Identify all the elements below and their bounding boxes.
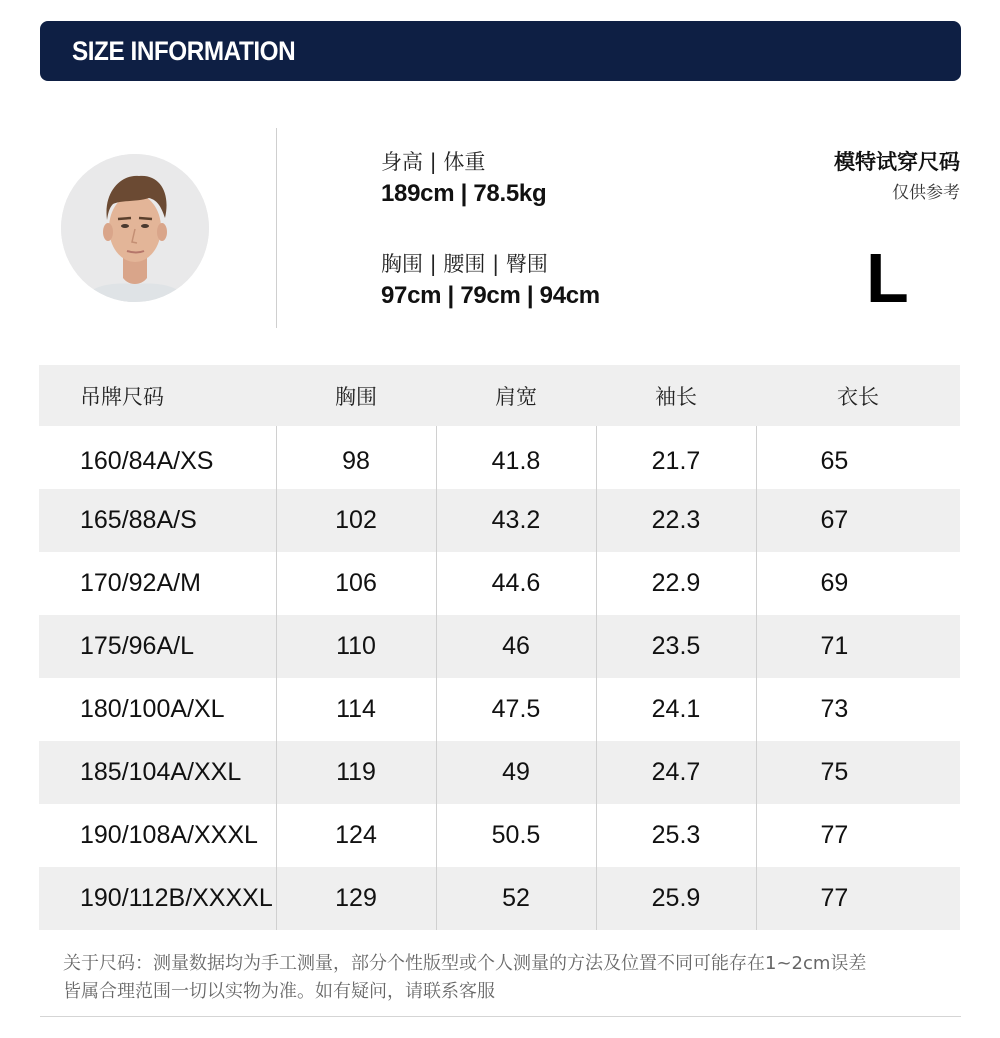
cell-shoulder: 52 [436, 867, 596, 930]
page-title: SIZE INFORMATION [72, 36, 296, 66]
cell-chest: 119 [276, 741, 436, 804]
cell-chest: 106 [276, 552, 436, 615]
cell-sleeve: 23.5 [596, 615, 756, 678]
cell-size: 165/88A/S [39, 489, 276, 552]
cell-sleeve: 25.3 [596, 804, 756, 867]
size-table [39, 365, 960, 930]
cell-length: 77 [756, 867, 960, 930]
cell-length: 73 [756, 678, 960, 741]
column-header-chest: 胸围 [276, 365, 436, 426]
body-measure-label: 胸围 | 腰围 | 臀围 [381, 252, 548, 276]
footnote-line: 皆属合理范围一切以实物为准。如有疑问，请联系客服 [63, 981, 495, 1002]
cell-length: 75 [756, 741, 960, 804]
cell-size: 185/104A/XXL [39, 741, 276, 804]
model-portrait-icon [61, 154, 209, 302]
cell-sleeve: 25.9 [596, 867, 756, 930]
cell-sleeve: 24.7 [596, 741, 756, 804]
info-divider [276, 128, 277, 328]
cell-chest: 114 [276, 678, 436, 741]
cell-shoulder: 43.2 [436, 489, 596, 552]
cell-shoulder: 47.5 [436, 678, 596, 741]
table-row [39, 741, 960, 804]
height-weight-value: 189cm | 78.5kg [381, 180, 547, 207]
cell-length: 71 [756, 615, 960, 678]
table-row [39, 678, 960, 741]
cell-sleeve: 22.9 [596, 552, 756, 615]
table-row [39, 804, 960, 867]
cell-chest: 98 [276, 426, 436, 489]
cell-shoulder: 46 [436, 615, 596, 678]
body-measure-value: 97cm | 79cm | 94cm [381, 282, 600, 309]
column-header-tag-size: 吊牌尺码 [39, 365, 276, 426]
footnote-line: 关于尺码：测量数据均为手工测量，部分个性版型或个人测量的方法及位置不同可能存在1~2cm误差 [63, 953, 867, 974]
cell-chest: 129 [276, 867, 436, 930]
table-header-row [39, 365, 960, 426]
cell-shoulder: 50.5 [436, 804, 596, 867]
size-footnote [63, 950, 963, 1006]
column-header-shoulder: 肩宽 [436, 365, 596, 426]
model-fit-size: L [866, 239, 909, 317]
model-avatar [61, 154, 209, 302]
bottom-divider [40, 1016, 961, 1017]
cell-shoulder: 41.8 [436, 426, 596, 489]
height-weight-label: 身高 | 体重 [381, 150, 486, 174]
cell-shoulder: 44.6 [436, 552, 596, 615]
cell-size: 160/84A/XS [80, 447, 214, 475]
cell-size: 175/96A/L [39, 615, 276, 678]
table-row [39, 615, 960, 678]
cell-chest: 124 [276, 804, 436, 867]
cell-shoulder: 49 [436, 741, 596, 804]
column-header-sleeve: 袖长 [596, 365, 756, 426]
cell-chest: 102 [276, 489, 436, 552]
table-row [39, 867, 960, 930]
cell-size: 190/112B/XXXXL [39, 867, 276, 930]
table-row [39, 426, 960, 489]
table-row [39, 552, 960, 615]
cell-size: 170/92A/M [80, 569, 201, 597]
cell-chest: 110 [276, 615, 436, 678]
table-row [39, 489, 960, 552]
cell-length: 67 [756, 489, 960, 552]
cell-length: 77 [756, 804, 960, 867]
cell-sleeve: 21.7 [596, 426, 756, 489]
cell-size: 190/108A/XXXL [80, 821, 258, 849]
column-header-length: 衣长 [756, 365, 960, 426]
cell-length: 65 [756, 426, 960, 489]
model-fit-note: 仅供参考 [892, 183, 960, 203]
cell-sleeve: 24.1 [596, 678, 756, 741]
cell-sleeve: 22.3 [596, 489, 756, 552]
model-fit-title: 模特试穿尺码 [834, 150, 960, 174]
cell-length: 69 [756, 552, 960, 615]
cell-size: 180/100A/XL [80, 695, 225, 723]
header-bar [40, 21, 961, 81]
